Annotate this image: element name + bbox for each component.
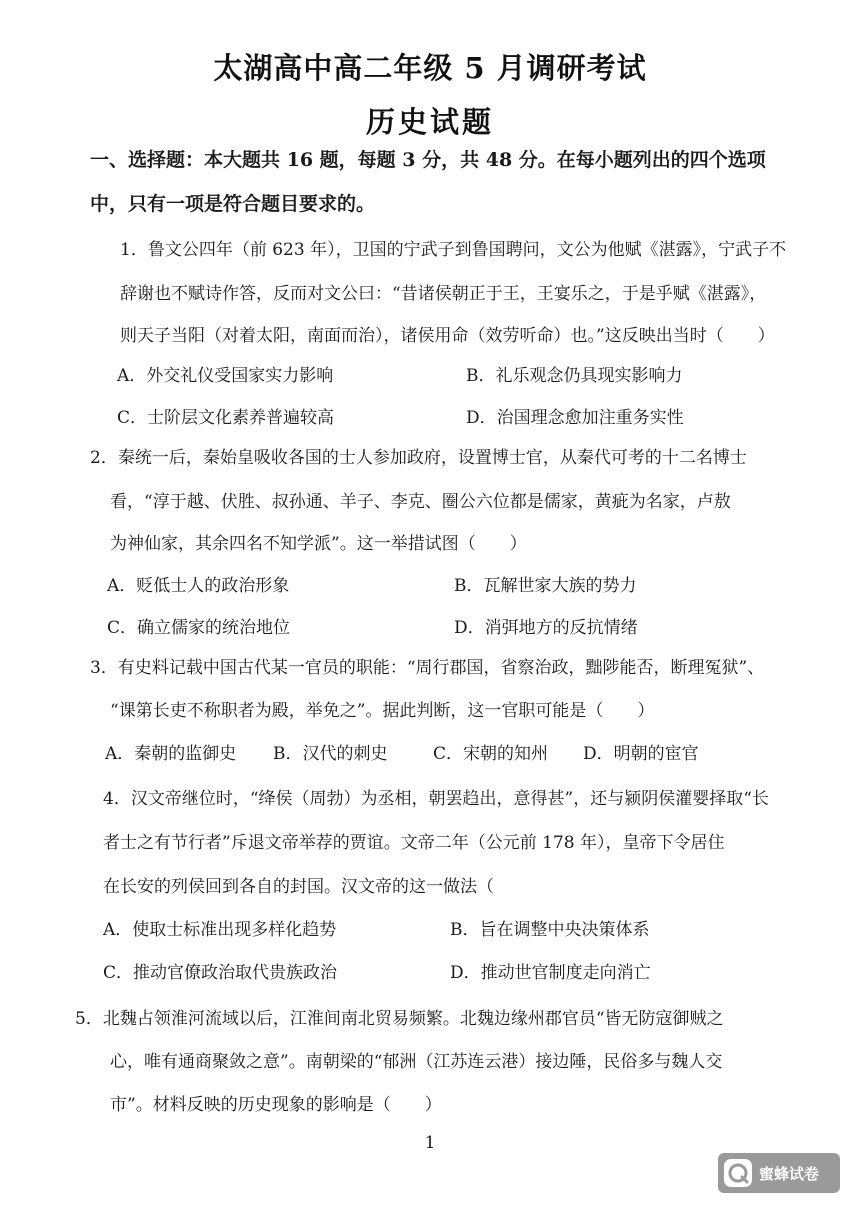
question-1-line-3: 则天子当阳（对着太阳，南面而治），诸侯用命（效劳听命）也。”这反映出当时（ ）: [120, 326, 775, 346]
question-3-option-b[interactable]: B．汉代的刺史: [273, 744, 388, 764]
question-4-option-a[interactable]: A．使取士标准出现多样化趋势: [103, 920, 337, 940]
watermark-text: 蜜蜂试卷: [759, 1164, 820, 1183]
question-2-option-c[interactable]: C．确立儒家的统治地位: [107, 618, 291, 638]
question-5-line-3: 市”。材料反映的历史现象的影响是（ ）: [110, 1095, 442, 1115]
question-2-option-b[interactable]: B．瓦解世家大族的势力: [454, 576, 637, 596]
question-2-line-1: 2．秦统一后，秦始皇吸收各国的士人参加政府，设置博士官，从秦代可考的十二名博士: [90, 448, 747, 468]
question-4-option-c[interactable]: C．推动官僚政治取代贵族政治: [103, 963, 338, 983]
question-5-line-1: 5．北魏占领淮河流域以后，江淮间南北贸易频繁。北魏边缘州郡官员“皆无防寇御贼之: [75, 1009, 724, 1029]
section-heading-line: 中，只有一项是符合题目要求的。: [90, 193, 376, 215]
bee-logo-icon: [723, 1158, 753, 1188]
question-2-option-d[interactable]: D．消弭地方的反抗情绪: [454, 618, 638, 638]
question-3-option-c[interactable]: C．宋朝的知州: [433, 744, 549, 764]
question-4-line-2: 者士之有节行者”斥退文帝举荐的贾谊。文帝二年（公元前 178 年），皇帝下令居住: [103, 833, 725, 853]
question-1-line-1: 1．鲁文公四年（前 623 年），卫国的宁武子到鲁国聘问，文公为他赋《湛露》，宁武子不: [120, 240, 787, 260]
page-number: 1: [424, 1133, 436, 1153]
section-heading: [90, 138, 810, 226]
question-4-option-d[interactable]: D．推动世官制度走向消亡: [450, 963, 651, 983]
exam-title: 太湖高中高二年级 5 月调研考试: [213, 51, 647, 85]
exam-subtitle: 历史试题: [365, 105, 494, 139]
section-heading-line: 一、选择题：本大题共 16 题，每题 3 分，共 48 分。在每小题列出的四个选项: [90, 149, 766, 171]
question-2-option-a[interactable]: A．贬低士人的政治形象: [107, 576, 290, 596]
watermark-badge: [718, 1153, 840, 1193]
question-1-option-d[interactable]: D．治国理念愈加注重务实性: [466, 408, 684, 428]
question-5-line-2: 心，唯有通商聚敛之意”。南朝梁的“郁洲（江苏连云港）接边陲，民俗多与魏人交: [110, 1052, 723, 1072]
question-2-line-2: 看，“淳于越、伏胜、叔孙通、羊子、李克、圈公六位都是儒家，黄疵为名家，卢敖: [110, 492, 731, 512]
question-4-option-b[interactable]: B．旨在调整中央决策体系: [450, 920, 650, 940]
question-3-option-a[interactable]: A．秦朝的监御史: [105, 744, 237, 764]
question-3-option-d[interactable]: D．明朝的宦官: [583, 744, 699, 764]
question-3-line-1: 3．有史料记载中国古代某一官员的职能：“周行郡国，省察治政，黜陟能否，断理冤狱”、: [90, 658, 765, 678]
question-1-option-a[interactable]: A．外交礼仪受国家实力影响: [117, 366, 334, 386]
question-4-line-3: 在长安的列侯回到各自的封国。汉文帝的这一做法（: [103, 877, 494, 897]
question-1-option-b[interactable]: B．礼乐观念仍具现实影响力: [466, 366, 683, 386]
question-1-option-c[interactable]: C．士阶层文化素养普遍较高: [117, 408, 335, 428]
question-4-line-1: 4．汉文帝继位时，“绛侯（周勃）为丞相，朝罢趋出，意得甚”，还与颍阴侯灌婴择取“长: [103, 789, 769, 809]
question-2-line-3: 为神仙家，其余四名不知学派”。这一举措试图（ ）: [110, 534, 527, 554]
question-3-line-2: “课第长吏不称职者为殿，举免之”。据此判断，这一官职可能是（ ）: [110, 701, 655, 721]
question-1-line-2: 辞谢也不赋诗作答，反而对文公曰：“昔诸侯朝正于王，王宴乐之，于是乎赋《湛露》，: [120, 284, 767, 304]
